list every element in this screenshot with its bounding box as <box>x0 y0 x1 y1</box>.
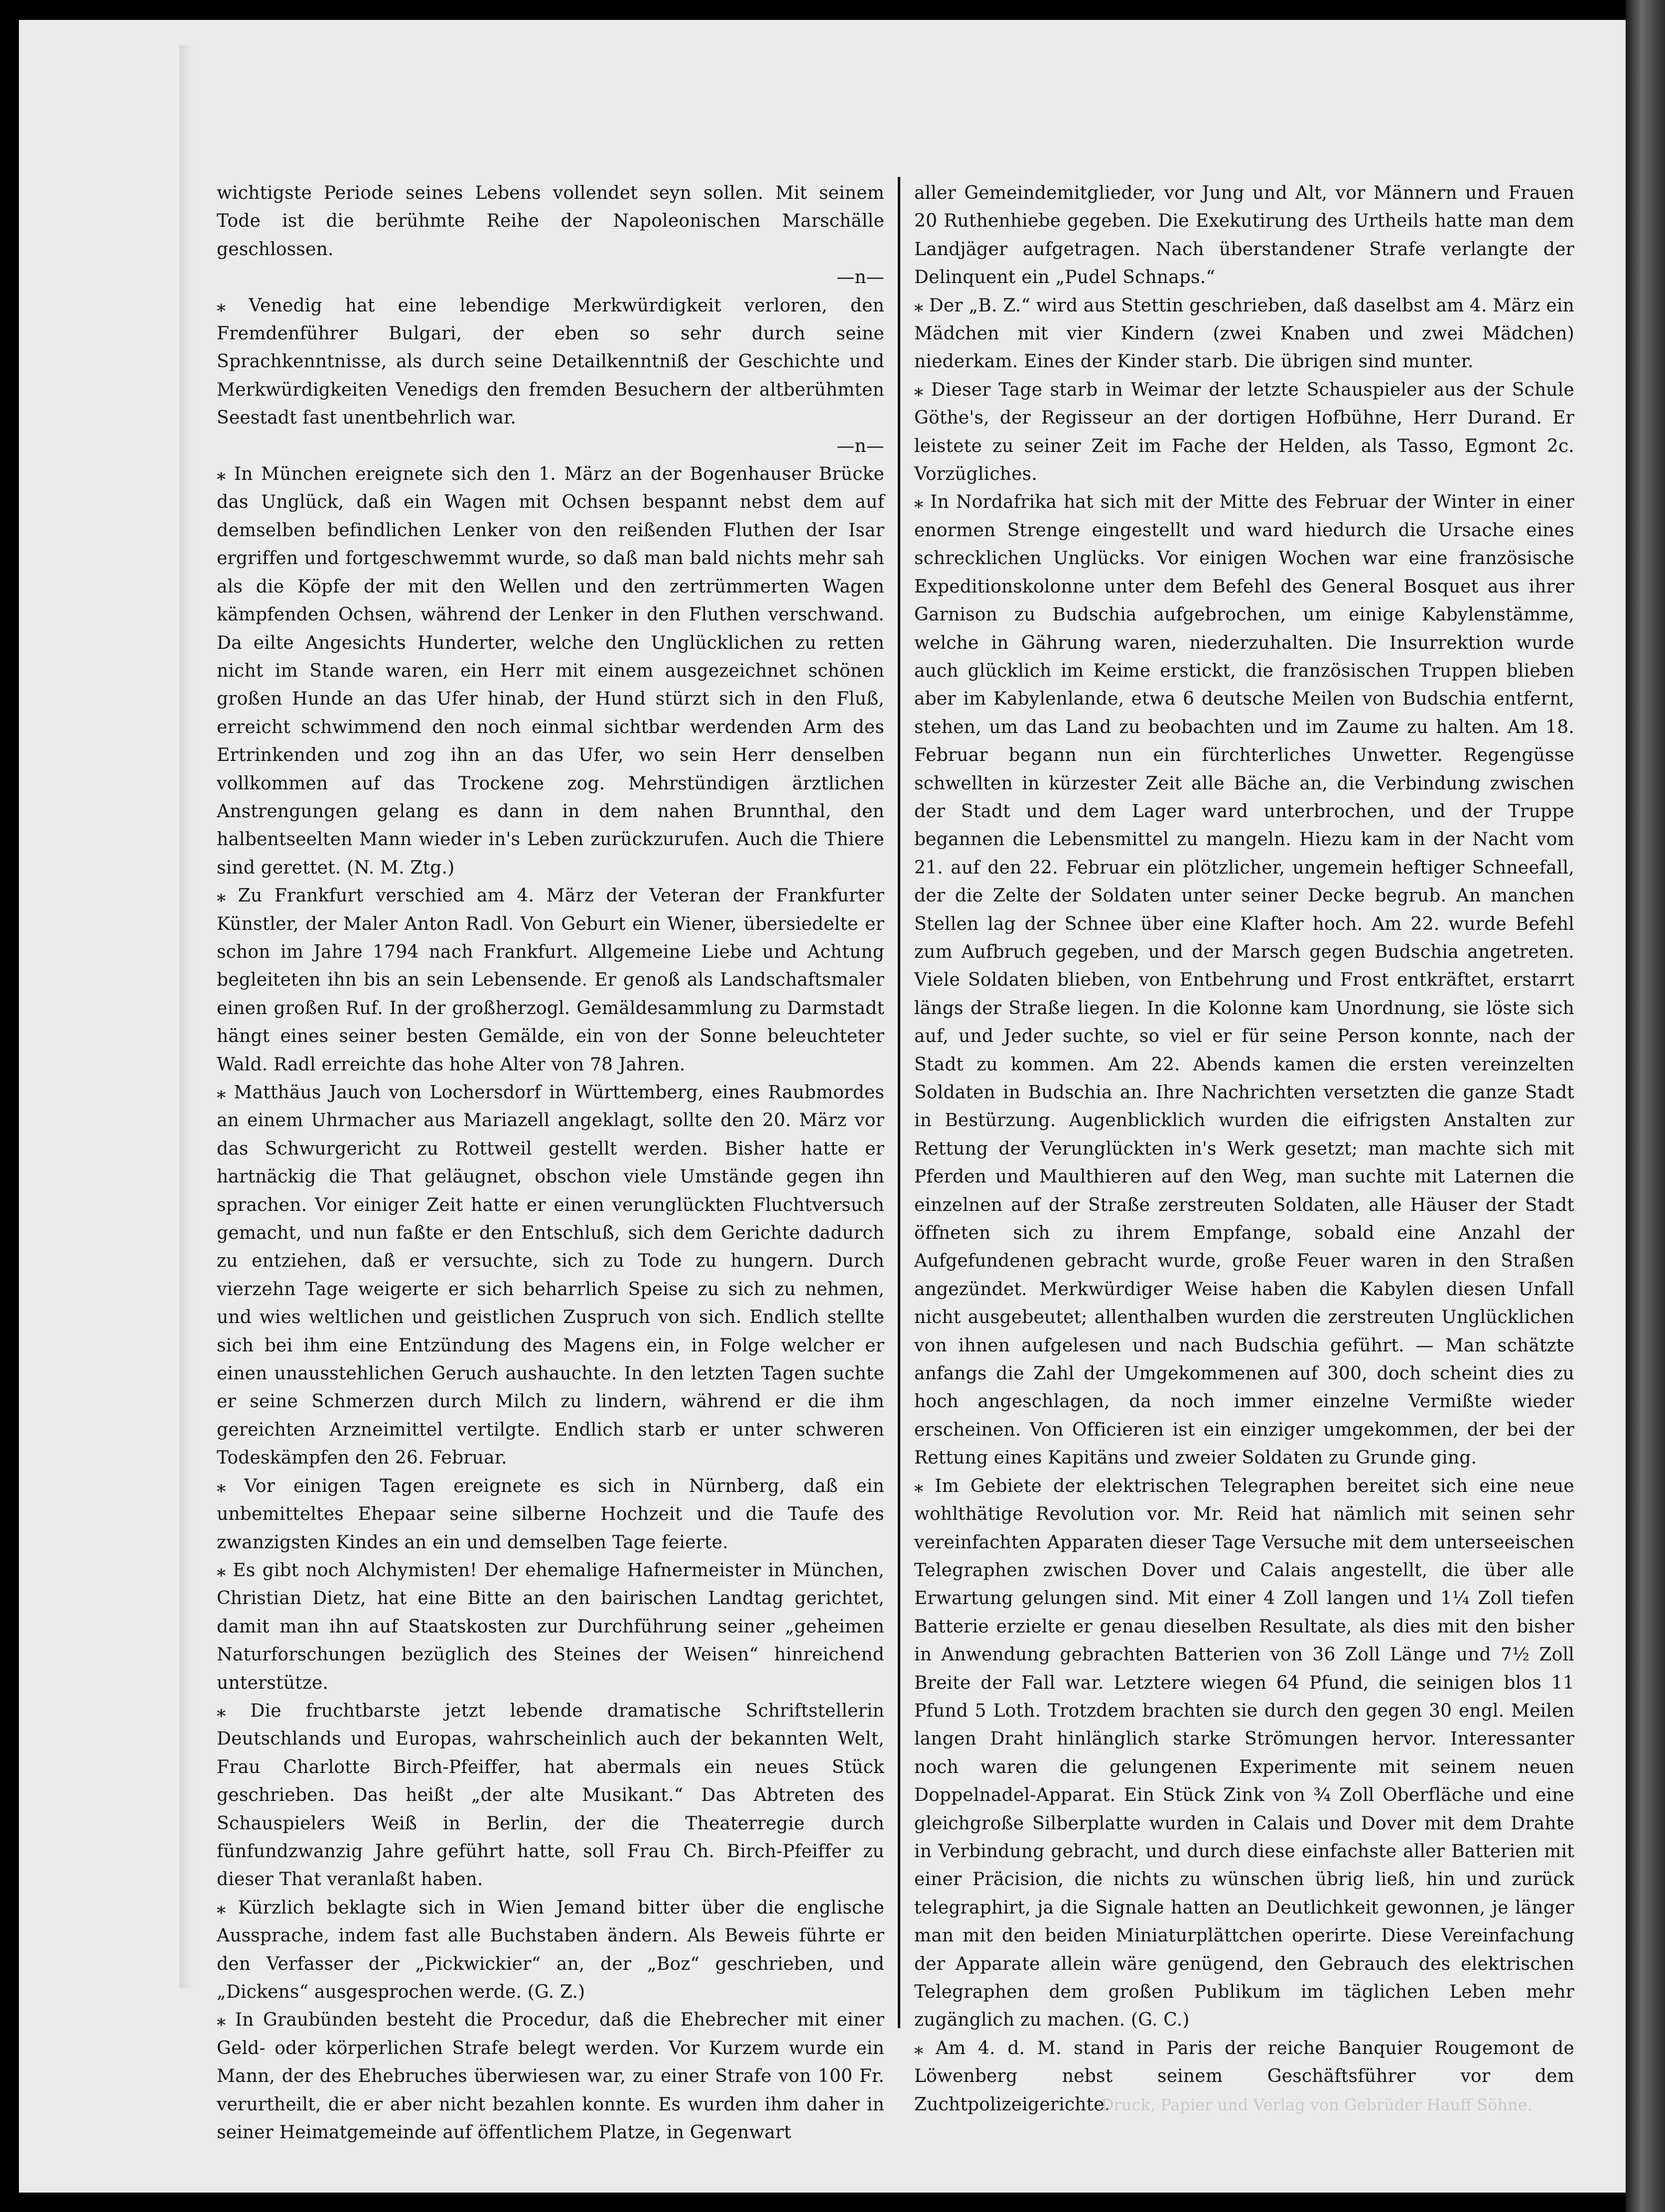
article-text: ⁎ Im Gebiete der elektrischen Telegraphen bereitet sich eine neue wohlthätige Revolution vor. Mr. Reid hat nämlich mit seinen sehr vereinfachten Apparaten dieser Tage Versuche mit dem unterseeischen Telegraphen zwischen Dover und Calais angestellt, die über alle Erwartung gelungen sind. Mit einer 4 Zoll langen und 1¼ Zoll tiefen Batterie erzielte er genau dieselben Resultate, als dies mit den bisher in Anwendung gebrachten Batterien von 36 Zoll Länge und 7½ Zoll Breite der Fall war. Letztere wiegen 64 Pfund, die seinigen blos 11 Pfund 5 Loth. Trotzdem brachten sie durch den gegen 30 engl. Meilen langen Draht hinlänglich starke Strömungen hervor. Interessanter noch waren die gelungenen Experimente mit seinem neuen Doppelnadel-Apparat. Ein Stück Zink von ¾ Zoll Oberfläche und eine gleichgroße Silberplatte wurden in Calais und Dover mit dem Drahte in Verbindung gebracht, und durch diese einfachste aller Batterien mit einer Präcision, die nichts zu wünschen übrig ließ, hin und zurück telegraphirt, ja die Signale hatten an Deutlichkeit gewonnen, je länger man mit den beiden Miniaturplättchen operirte. Diese Vereinfachung der Apparate allein wäre genügend, den Gebrauch des elektrischen Telegraphen dem großen Publikum im täglichen Leben mehr zugänglich zu machen. (G. C.) <box>914 1475 1574 2031</box>
scan-left-border <box>0 0 19 2212</box>
article-text: ⁎ Die fruchtbarste jetzt lebende dramatische Schriftstellerin Deutschlands und Europas, wahrscheinlich auch der bekannten Welt, Frau Charlotte Birch-Pfeiffer, hat abermals ein neues Stück geschrieben. Das heißt „der alte Musikant.“ Das Abtreten des Schauspielers Weiß in Berlin, der die Theaterregie durch fünfundzwanzig Jahre geführt hatte, soll Frau Ch. Birch-Pfeiffer zu dieser That veranlaßt haben. <box>217 1700 884 1890</box>
article-text: aller Gemeindemitglieder, vor Jung und Alt, vor Männern und Frauen 20 Ruthenhiebe gegeben. Die Exekutirung des Urtheils hatte man dem Landjäger aufgetragen. Nach überstandener Strafe verlangte der Delinquent ein „Pudel Schnaps.“ <box>914 183 1574 288</box>
right-column <box>914 179 1574 2119</box>
article-text: ⁎ In München ereignete sich den 1. März an der Bogenhauser Brücke das Unglück, daß ein Wagen mit Ochsen bespannt nebst dem auf demselben befindlichen Lenker von den reißenden Fluthen der Isar ergriffen und fortgeschwemmt wurde, so daß man bald nichts mehr sah als die Köpfe der mit den Wellen und den zertrümmerten Wagen kämpfenden Ochsen, während der Lenker in den Fluthen verschwand. Da eilte Angesichts Hunderter, welche den Unglücklichen zu retten nicht im Stande waren, ein Herr mit einem ausgezeichnet schönen großen Hunde an das Ufer hinab, der Hund stürzt sich in den Fluß, erreicht schwimmend den noch einmal sichtbar werdenden Arm des Ertrinkenden und zog ihn an das Ufer, wo sein Herr denselben vollkommen auf das Trockene zog. Mehrstündigen ärztlichen Anstrengungen gelang es dann in dem nahen Brunnthal, den halbentseelten Mann wieder in's Leben zurückzurufen. Auch die Thiere sind gerettet. (N. M. Ztg.) <box>217 464 884 878</box>
page-gutter-shadow <box>179 45 194 1988</box>
article-text: ⁎ Am 4. d. M. stand in Paris der reiche Banquier Rougemont de Löwenberg nebst seinem Geschäftsführer vor dem Zuchtpolizeigerichte. <box>914 2038 1574 2115</box>
article-text: ⁎ In Graubünden besteht die Procedur, daß die Ehebrecher mit einer Geld- oder körperlichen Strafe belegt werden. Vor Kurzem wurde ein Mann, der des Ehebruches überwiesen war, zu einer Strafe von 100 Fr. verurtheilt, die er aber nicht bezahlen konnte. Es wurden ihm daher in seiner Heimatgemeinde auf öffentlichem Platze, in Gegenwart <box>217 2010 884 2143</box>
article-text: ⁎ In Nordafrika hat sich mit der Mitte des Februar der Winter in einer enormen Strenge eingestellt und ward hiedurch die Ursache eines schrecklichen Unglücks. Vor einigen Wochen war eine französische Expeditionskolonne unter dem Befehl des General Bosquet aus ihrer Garnison zu Budschia aufgebrochen, um einige Kabylenstämme, welche in Gährung waren, niederzuhalten. Die Insurrektion wurde auch glücklich im Keime erstickt, die französischen Truppen blieben aber im Kabylenlande, etwa 6 deutsche Meilen von Budschia entfernt, stehen, um das Land zu beobachten und im Zaume zu halten. Am 18. Februar begann nun ein fürchterliches Unwetter. Regengüsse schwellten in kürzester Zeit alle Bäche an, die Verbindung zwischen der Stadt und dem Lager ward unterbrochen, und der Truppe begannen die Lebensmittel zu mangeln. Hiezu kam in der Nacht vom 21. auf den 22. Februar ein plötzlicher, ungemein heftiger Schneefall, der die Zelte der Soldaten unter seiner Decke begrub. An manchen Stellen lag der Schnee über eine Klafter hoch. Am 22. wurde Befehl zum Aufbruch gegeben, und der Marsch gegen Budschia angetreten. Viele Soldaten blieben, von Entbehrung und Frost entkräftet, erstarrt längs der Straße liegen. In die Kolonne kam Unordnung, sie löste sich auf, und Jeder suchte, so viel er für seine Person konnte, nach der Stadt zu kommen. Am 22. Abends kamen die ersten vereinzelten Soldaten in Budschia an. Ihre Nachrichten versetzten die ganze Stadt in Bestürzung. Augenblicklich wurden die eifrigsten Anstalten zur Rettung der Verunglückten in's Werk gesetzt; man machte sich mit Pferden und Maulthieren auf den Weg, man suchte mit Laternen die einzelnen auf der Straße zerstreuten Soldaten, alle Häuser der Stadt öffneten sich zu ihrem Empfange, sobald eine Anzahl der Aufgefundenen gebracht wurde, große Feuer waren in den Straßen angezündet. Merkwürdiger Weise haben die Kabylen diesen Unfall nicht ausgebeutet; allenthalben wurden die zerstreuten Unglücklichen von ihnen aufgelesen und nach Budschia geführt. — Man schätzte anfangs die Zahl der Umgekommenen auf 300, doch scheint dies zu hoch angeschlagen, da noch immer einzelne Vermißte wieder erscheinen. Von Officieren ist ein einziger umgekommen, der bei der Rettung eines Kapitäns und zweier Soldaten zu Grunde ging. <box>914 492 1574 1469</box>
article-text: ⁎ Es gibt noch Alchymisten! Der ehemalige Hafnermeister in München, Christian Dietz, hat eine Bitte an den bairischen Landtag gerichtet, damit man ihn auf Staatskosten zur Durchführung seiner „geheimen Naturforschungen bezüglich des Steines der Weisen“ hinreichend unterstütze. <box>217 1560 884 1693</box>
article-text: ⁎ Vor einigen Tagen ereignete es sich in Nürnberg, daß ein unbemitteltes Ehepaar seine silberne Hochzeit und die Taufe des zwanzigsten Kindes an ein und demselben Tage feierte. <box>217 1475 884 1553</box>
printer-imprint: Druck, Papier und Verlag von Gebrüder Hauff Söhne. <box>1101 2095 1532 2114</box>
article-text: ⁎ Matthäus Jauch von Lochersdorf in Württemberg, eines Raubmordes an einem Uhrmacher aus Mariazell angeklagt, sollte den 20. März vor das Schwurgericht zu Rottweil gestellt werden. Bisher hatte er hartnäckig die That geläugnet, obschon viele Umstände gegen ihn sprachen. Vor einiger Zeit hatte er einen verunglückten Fluchtversuch gemacht, und nun faßte er den Entschluß, sich dem Gerichte dadurch zu entziehen, daß er versuchte, sich zu Tode zu hungern. Durch vierzehn Tage weigerte er sich beharrlich Speise zu sich zu nehmen, und wies weltlichen und geistlichen Zuspruch von sich. Endlich stellte sich bei ihm eine Entzündung des Magens ein, in Folge welcher er einen unausstehlichen Geruch aushauchte. In den letzten Tagen suchte er seine Schmerzen durch Milch zu lindern, während er die ihm gereichten Arzneimittel vertilgte. Endlich starb er unter schweren Todeskämpfen den 26. Februar. <box>217 1082 884 1469</box>
article-signature: —n— <box>836 436 884 456</box>
article-signature: —n— <box>836 267 884 288</box>
article-text: ⁎ Zu Frankfurt verschied am 4. März der Veteran der Frankfurter Künstler, der Maler Anton Radl. Von Geburt ein Wiener, übersiedelte er schon im Jahre 1794 nach Frankfurt. Allgemeine Liebe und Achtung begleiteten ihn bis an sein Lebensende. Er genoß als Landschaftsmaler einen großen Ruf. In der großherzogl. Gemäldesammlung zu Darmstadt hängt eines seiner besten Gemälde, ein von der Sonne beleuchteter Wald. Radl erreichte das hohe Alter von 78 Jahren. <box>217 885 884 1075</box>
article-text: ⁎ Venedig hat eine lebendige Merkwürdigkeit verloren, den Fremdenführer Bulgari, der eben so sehr durch seine Sprachkenntnisse, als durch seine Detailkenntniß der Geschichte und Merkwürdigkeiten Venedigs den fremden Besuchern der altberühmten Seestadt fast unentbehrlich war. <box>217 295 884 429</box>
book-edge <box>1626 0 1665 2212</box>
article-text: wichtigste Periode seines Lebens vollendet seyn sollen. Mit seinem Tode ist die berühmte Reihe der Napoleonischen Marschälle geschlossen. <box>217 183 884 260</box>
article-text: ⁎ Der „B. Z.“ wird aus Stettin geschrieben, daß daselbst am 4. März ein Mädchen mit vier Kindern (zwei Knaben und zwei Mädchen) niederkam. Eines der Kinder starb. Die übrigen sind munter. <box>914 295 1574 372</box>
article-text: ⁎ Kürzlich beklagte sich in Wien Jemand bitter über die englische Aussprache, indem fast alle Buchstaben ändern. Als Beweis führte er den Verfasser der „Pickwickier“ an, der „Boz“ geschrieben, und „Dickens“ ausgesprochen werde. (G. Z.) <box>217 1897 884 2002</box>
column-divider <box>898 177 900 2028</box>
article-text: ⁎ Dieser Tage starb in Weimar der letzte Schauspieler aus der Schule Göthe's, der Regisseur an der dortigen Hofbühne, Herr Durand. Er leistete zu seiner Zeit im Fache der Helden, als Tasso, Egmont 2c. Vorzügliches. <box>914 379 1574 485</box>
left-column <box>217 179 884 2147</box>
